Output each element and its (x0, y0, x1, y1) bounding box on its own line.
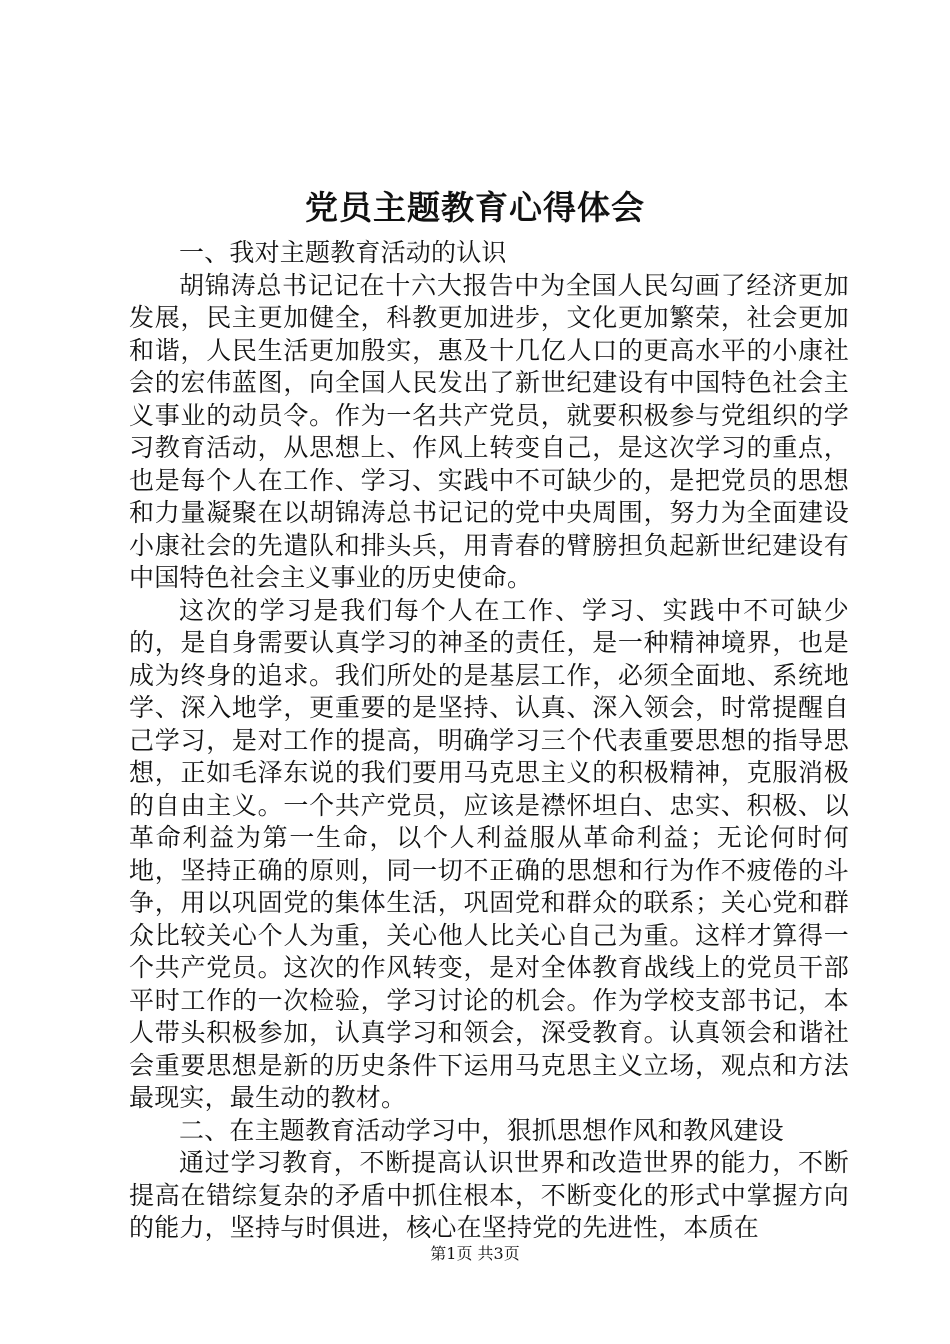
body-paragraph-2: 这次的学习是我们每个人在工作、学习、实践中不可缺少的，是自身需要认真学习的神圣的责任，是一种精神境界，也是成为终身的追求。我们所处的是基层工作，必须全面地、系统地学、深入地学，更重要的是坚持、认真、深入领会，时常提醒自己学习，是对工作的提高，明确学习三个代表重要思想的指导思想，正如毛泽东说的我们要用马克思主义的积极精神，克服消极的自由主义。一个共产党员，应该是襟怀坦白、忠实、积极、以革命利益为第一生命，以个人利益服从革命利益；无论何时何地，坚持正确的原则，同一切不正确的思想和行为作不疲倦的斗争，用以巩固党的集体生活，巩固党和群众的联系；关心党和群众比较关心个人为重，关心他人比关心自己为重。这样才算得一个共产党员。这次的作风转变，是对全体教育战线上的党员干部平时工作的一次检验，学习讨论的机会。作为学校支部书记，本人带头积极参加，认真学习和领会，深受教育。认真领会和谐社会重要思想是新的历史条件下运用马克思主义立场，观点和方法最现实，最生动的教材。 (129, 595, 849, 1112)
page-footer: 第1页 共3页 (430, 1244, 520, 1263)
document-title: 党员主题教育心得体会 (305, 188, 645, 227)
body-paragraph-3: 通过学习教育，不断提高认识世界和改造世界的能力，不断提高在错综复杂的矛盾中抓住根本，不断变化的形式中掌握方向的能力，坚持与时俱进，核心在坚持党的先进性，本质在 (129, 1148, 849, 1242)
section-heading-1: 一、我对主题教育活动的认识 (179, 238, 507, 267)
document-body (129, 237, 849, 1245)
body-paragraph-1: 胡锦涛总书记记在十六大报告中为全国人民勾画了经济更加发展，民主更加健全，科教更加进步，文化更加繁荣，社会更加和谐，人民生活更加殷实，惠及十几亿人口的更高水平的小康社会的宏伟蓝图，向全国人民发出了新世纪建设有中国特色社会主义事业的动员令。作为一名共产党员，就要积极参与党组织的学习教育活动，从思想上、作风上转变自己，是这次学习的重点，也是每个人在工作、学习、实践中不可缺少的，是把党员的思想和力量凝聚在以胡锦涛总书记记的党中央周围，努力为全面建设小康社会的先遣队和排头兵，用青春的臂膀担负起新世纪建设有中国特色社会主义事业的历史使命。 (129, 270, 849, 592)
section-heading-2: 二、在主题教育活动学习中，狠抓思想作风和教风建设 (179, 1115, 784, 1145)
